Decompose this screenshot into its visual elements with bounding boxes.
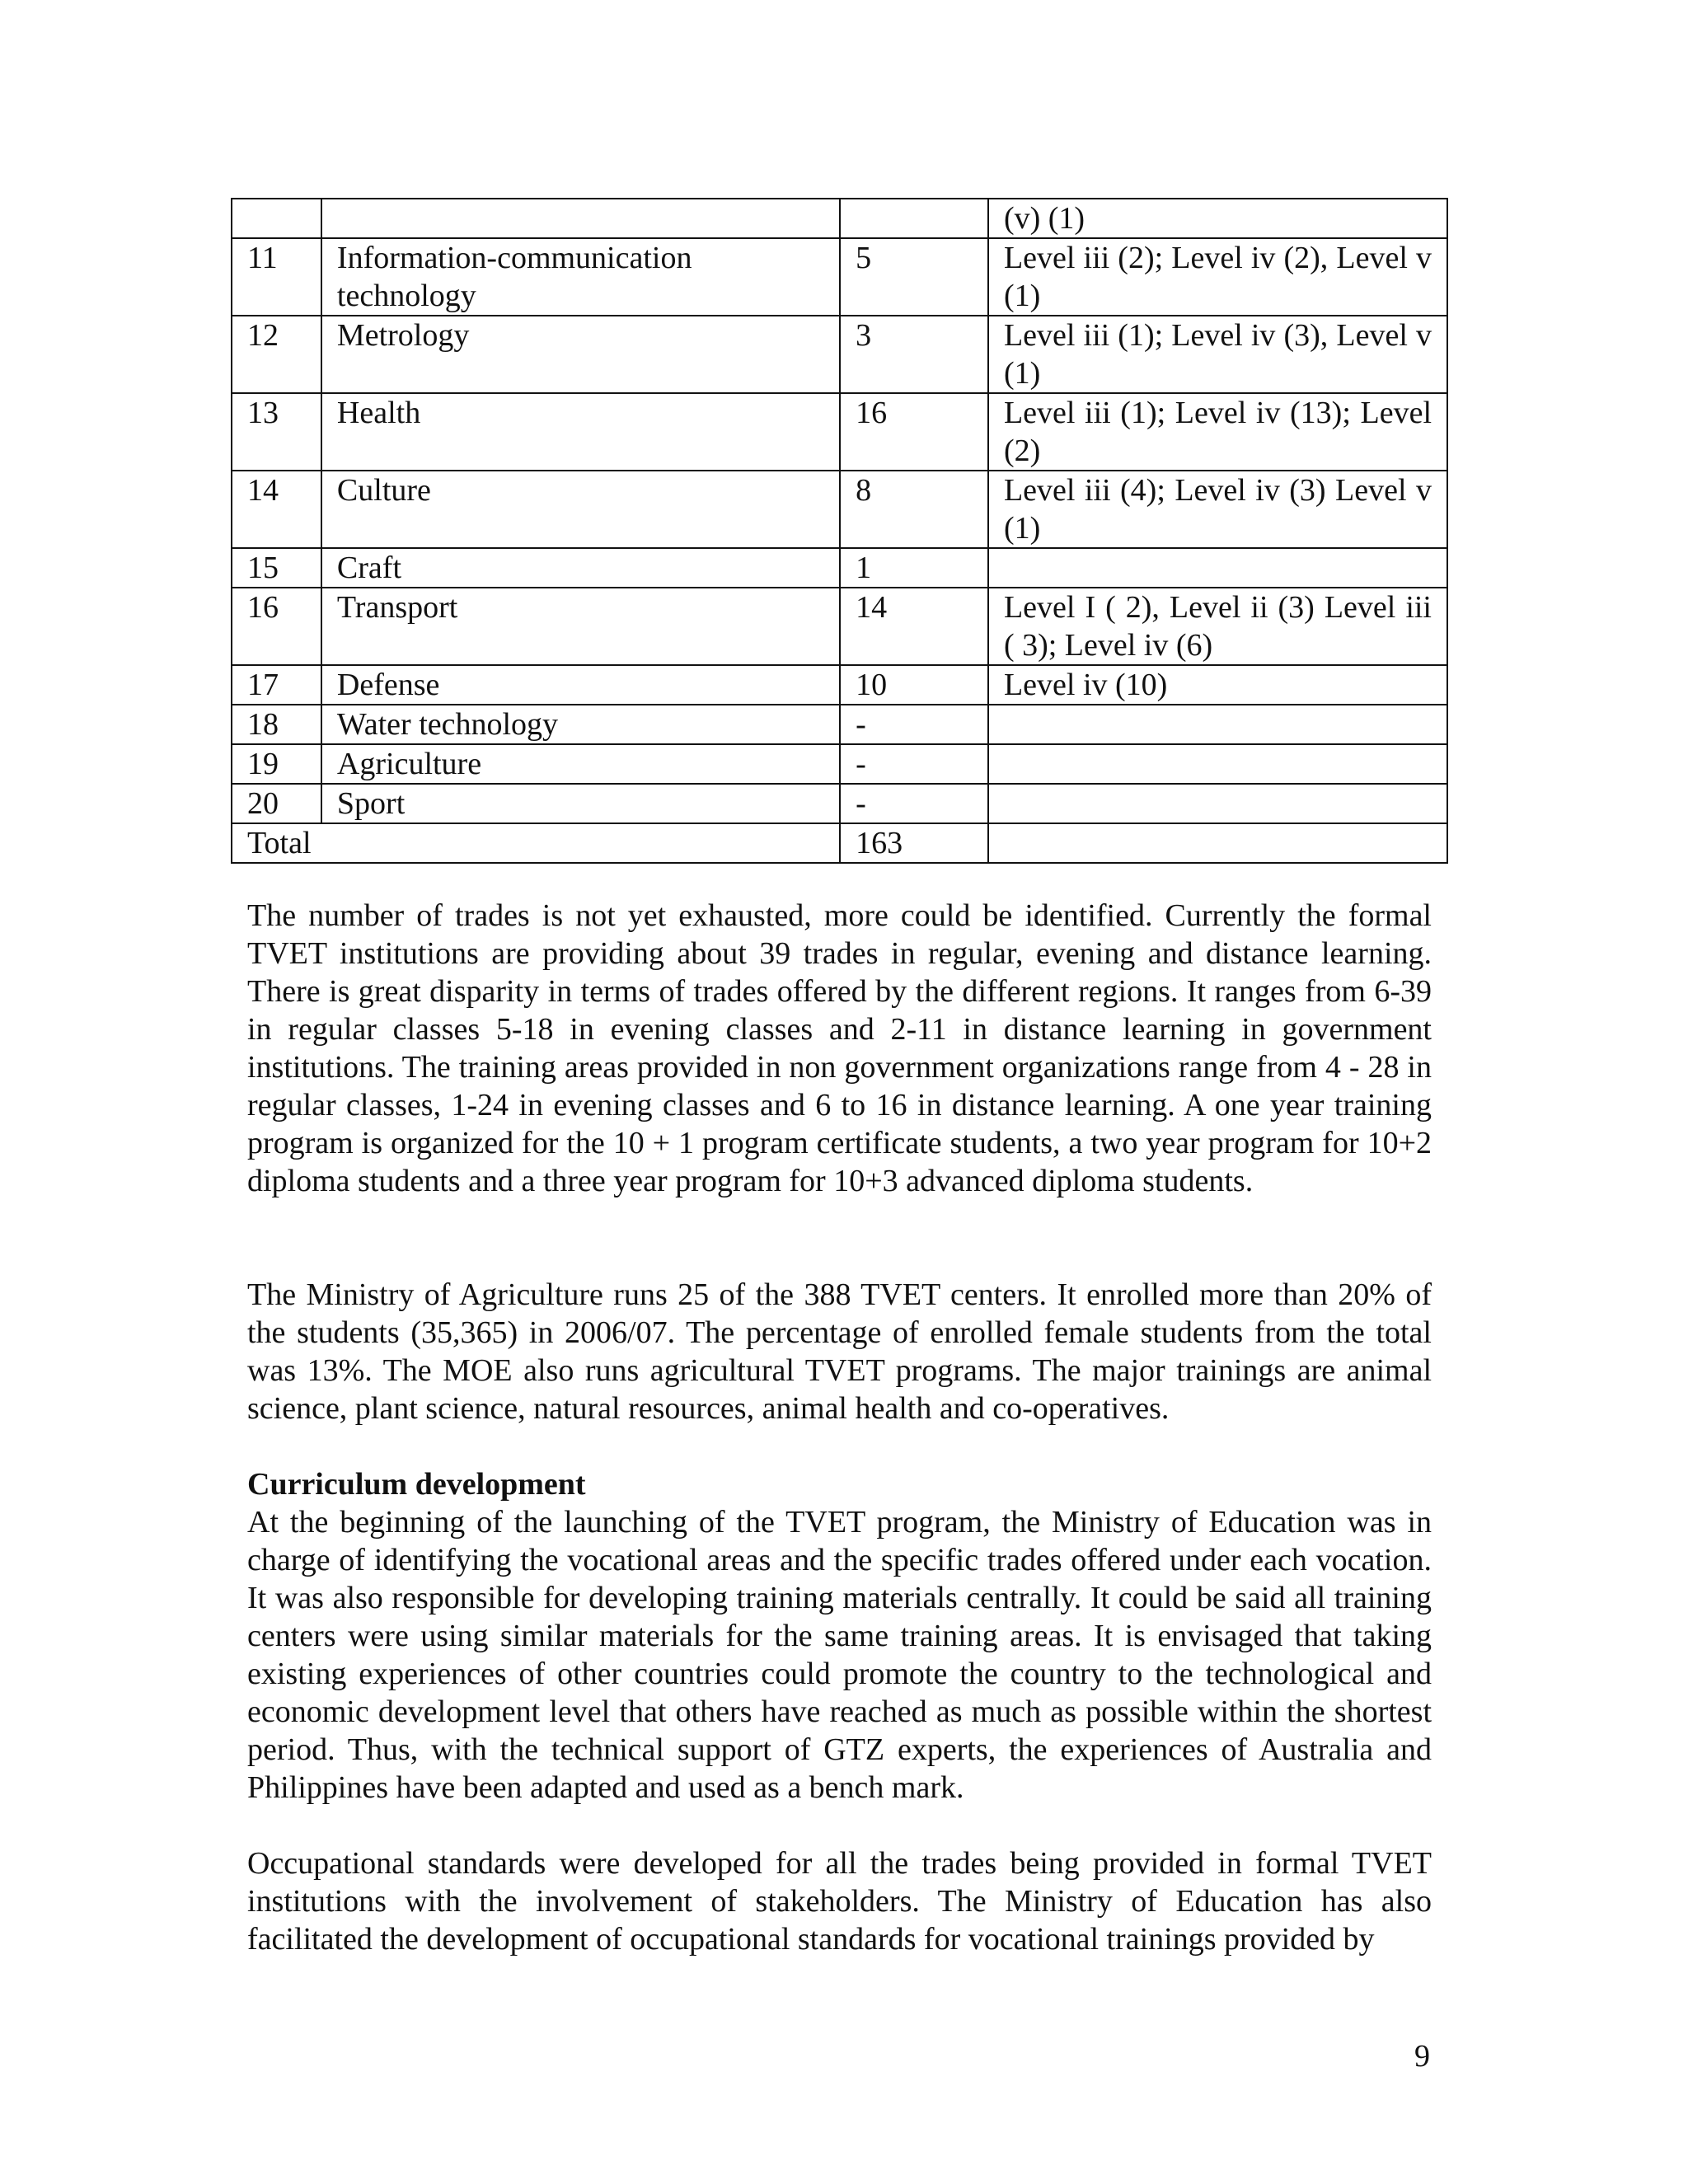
trade-levels: Level iii (1); Level iv (13); Level (2): [988, 393, 1447, 471]
trade-levels: Level iii (2); Level iv (2), Level v (1): [988, 238, 1447, 316]
table-row: [232, 316, 1447, 393]
row-number: 19: [232, 744, 321, 784]
paragraph-occupational-standards: Occupational standards were developed for all the trades being provided in formal TVET institutions with the involvement of stakeholders. The Ministry of Education has also facilitated the development of occupational standards for vocational trainings provided by: [247, 1846, 1432, 1957]
vocational-area: Culture: [321, 471, 840, 548]
table-row: [232, 744, 1447, 784]
table-row: [232, 588, 1447, 665]
total-label: Total: [232, 823, 840, 863]
row-number: 12: [232, 316, 321, 393]
row-number: [232, 199, 321, 238]
section-heading-curriculum: Curriculum development: [247, 1467, 586, 1502]
vocational-area: Defense: [321, 665, 840, 705]
vocational-area: Metrology: [321, 316, 840, 393]
total-levels: [988, 823, 1447, 863]
vocational-area: Sport: [321, 784, 840, 823]
vocational-area: Agriculture: [321, 744, 840, 784]
row-number: 13: [232, 393, 321, 471]
table-row: [232, 199, 1447, 238]
trade-levels: [988, 548, 1447, 588]
row-number: 11: [232, 238, 321, 316]
trade-count: -: [840, 744, 988, 784]
paragraph-ministry-agriculture: The Ministry of Agriculture runs 25 of the 388 TVET centers. It enrolled more than 20% of the students (35,365) in 2006/07. The percentage of enrolled female students from the total was 13%. The MOE also runs agricultural TVET programs. The major trainings are animal science, plant science, natural resources, animal health and co-operatives.: [247, 1277, 1432, 1426]
trade-levels: [988, 705, 1447, 744]
trade-levels: Level iii (4); Level iv (3) Level v (1): [988, 471, 1447, 548]
vocational-area: [321, 199, 840, 238]
vocational-area: Health: [321, 393, 840, 471]
trade-levels: Level I ( 2), Level ii (3) Level iii ( 3); Level iv (6): [988, 588, 1447, 665]
table-row: [232, 471, 1447, 548]
trade-levels: (v) (1): [988, 199, 1447, 238]
trade-count: 10: [840, 665, 988, 705]
row-number: 14: [232, 471, 321, 548]
paragraph-trades-overview: The number of trades is not yet exhausted, more could be identified. Currently the formal TVET institutions are providing about 39 trades in regular, evening and distance learning. There is great disparity in terms of trades offered by the different regions. It ranges from 6-39 in regular classes 5-18 in evening classes and 2-11 in distance learning in government institutions. The training areas provided in non government organizations range from 4 - 28 in regular classes, 1-24 in evening classes and 6 to 16 in distance learning. A one year training program is organized for the 10 + 1 program certificate students, a two year program for 10+2 diploma students and a three year program for 10+3 advanced diploma students.: [247, 898, 1432, 1198]
table-row: [232, 548, 1447, 588]
trade-count: 16: [840, 393, 988, 471]
trade-levels: [988, 744, 1447, 784]
page-number: 9: [1414, 2039, 1430, 2074]
trade-count: 3: [840, 316, 988, 393]
vocational-area: Transport: [321, 588, 840, 665]
trade-count: 5: [840, 238, 988, 316]
trade-levels: [988, 784, 1447, 823]
trade-levels: Level iii (1); Level iv (3), Level v (1): [988, 316, 1447, 393]
paragraph-curriculum-development: At the beginning of the launching of the TVET program, the Ministry of Education was in charge of identifying the vocational areas and the specific trades offered under each vocation. It was also responsible for developing training materials centrally. It could be said all training centers were using similar materials for the same training areas. It is envisaged that taking existing experiences of other countries could promote the country to the technological and economic development level that others have reached as much as possible within the shortest period. Thus, with the technical support of GTZ experts, the experiences of Australia and Philippines have been adapted and used as a bench mark.: [247, 1505, 1432, 1805]
row-number: 18: [232, 705, 321, 744]
table-row: [232, 705, 1447, 744]
table-row: [232, 238, 1447, 316]
row-number: 16: [232, 588, 321, 665]
trades-table: [231, 198, 1448, 864]
total-count: 163: [840, 823, 988, 863]
vocational-area: Water technology: [321, 705, 840, 744]
table-row: [232, 393, 1447, 471]
row-number: 20: [232, 784, 321, 823]
trade-count: 14: [840, 588, 988, 665]
table-row: [232, 784, 1447, 823]
vocational-area: Information-communication technology: [321, 238, 840, 316]
trade-count: 1: [840, 548, 988, 588]
row-number: 17: [232, 665, 321, 705]
table-row: [232, 665, 1447, 705]
trade-levels: Level iv (10): [988, 665, 1447, 705]
trade-count: 8: [840, 471, 988, 548]
table-total-row: [232, 823, 1447, 863]
trade-count: [840, 199, 988, 238]
row-number: 15: [232, 548, 321, 588]
vocational-area: Craft: [321, 548, 840, 588]
trade-count: -: [840, 784, 988, 823]
trade-count: -: [840, 705, 988, 744]
